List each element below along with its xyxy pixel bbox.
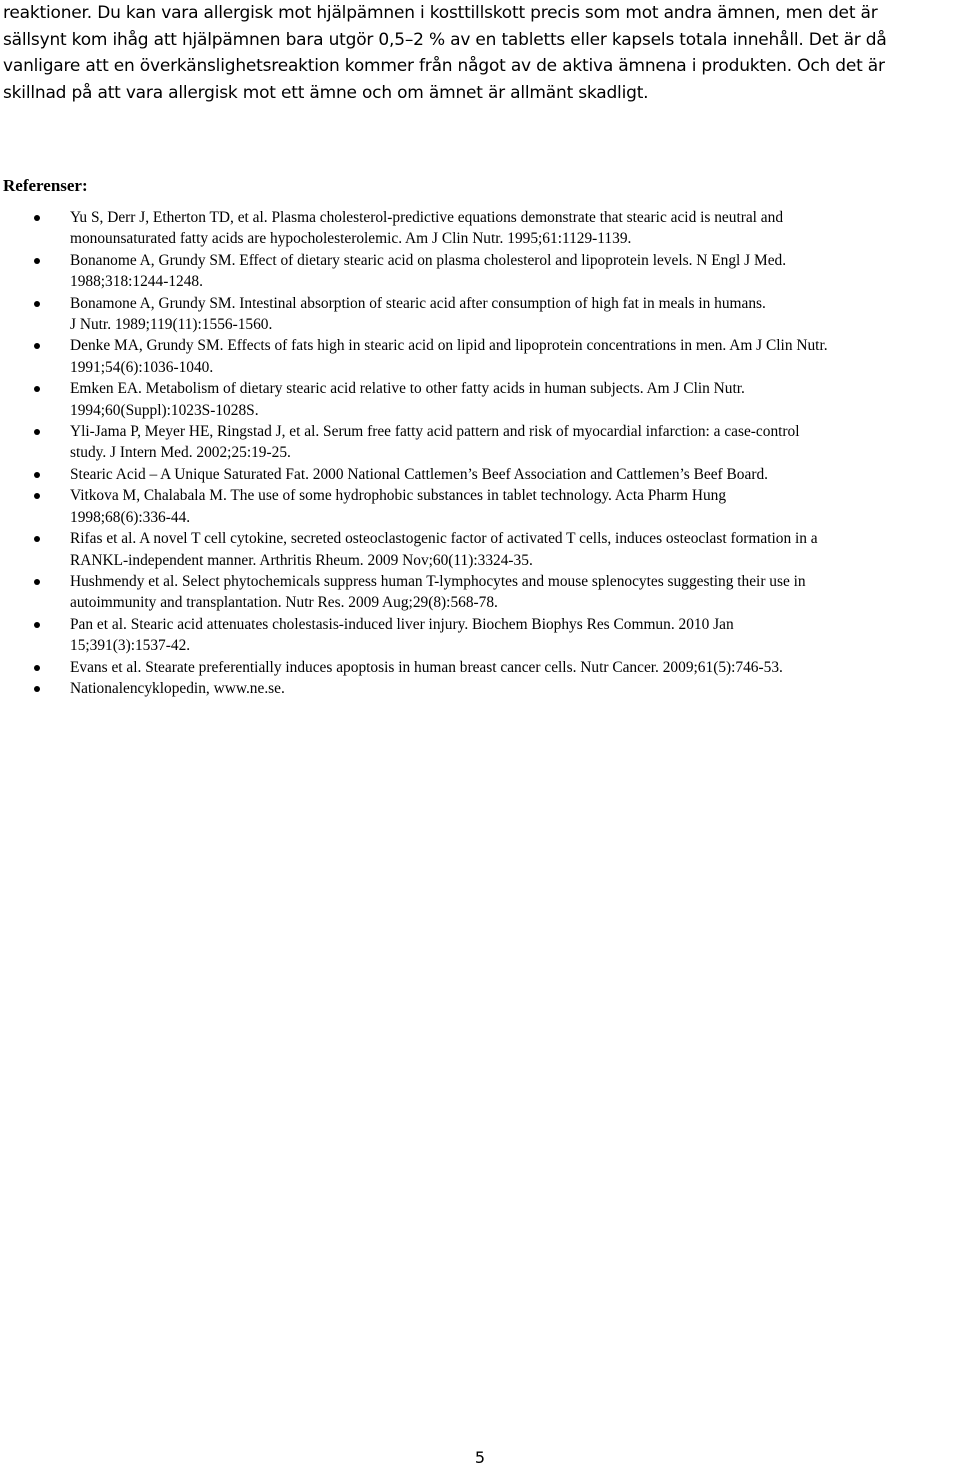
reference-line: Nationalencyklopedin, www.ne.se. bbox=[70, 679, 285, 697]
bullet-icon bbox=[34, 429, 40, 435]
reference-item bbox=[0, 678, 960, 699]
bullet-icon bbox=[34, 258, 40, 264]
reference-line: 1994;60(Suppl):1023S-1028S. bbox=[70, 401, 259, 419]
bullet-icon bbox=[34, 579, 40, 585]
bullet-icon bbox=[34, 472, 40, 478]
reference-line: Denke MA, Grundy SM. Effects of fats high in stearic acid on lipid and lipoprotein concentrations in men. Am J Clin Nutr. bbox=[70, 337, 828, 355]
bullet-icon bbox=[34, 343, 40, 349]
reference-line: Emken EA. Metabolism of dietary stearic acid relative to other fatty acids in human subjects. Am J Clin Nutr. bbox=[70, 380, 745, 398]
reference-line: J Nutr. 1989;119(11):1556-1560. bbox=[70, 316, 273, 334]
reference-item bbox=[0, 571, 960, 614]
intro-line: skillnad på att vara allergisk mot ett ämne och om ämnet är allmänt skadligt. bbox=[3, 82, 649, 103]
reference-line: Bonamone A, Grundy SM. Intestinal absorption of stearic acid after consumption of high fat in meals in humans. bbox=[70, 294, 766, 312]
reference-item bbox=[0, 335, 960, 378]
reference-item bbox=[0, 250, 960, 293]
reference-item bbox=[0, 485, 960, 528]
intro-line: reaktioner. Du kan vara allergisk mot hjälpämnen i kosttillskott precis som mot andra ämnen, men det är bbox=[3, 3, 878, 23]
reference-item bbox=[0, 293, 960, 336]
reference-item bbox=[0, 421, 960, 464]
reference-line: Hushmendy et al. Select phytochemicals suppress human T-lymphocytes and mouse splenocytes suggesting their use in bbox=[70, 572, 806, 590]
reference-line: Evans et al. Stearate preferentially induces apoptosis in human breast cancer cells. Nutr Cancer. 2009;61(5):746-53. bbox=[70, 658, 783, 676]
page-number: 5 bbox=[474, 1448, 486, 1467]
intro-line: sällsynt kom ihåg att hjälpämnen bara utgör 0,5–2 % av en tabletts eller kapsels totala innehåll. Det är då bbox=[3, 29, 887, 50]
reference-line: autoimmunity and transplantation. Nutr Res. 2009 Aug;29(8):568-78. bbox=[70, 594, 498, 612]
bullet-icon bbox=[34, 686, 40, 692]
intro-paragraph bbox=[3, 0, 958, 106]
reference-item bbox=[0, 378, 960, 421]
reference-item bbox=[0, 528, 960, 571]
reference-line: Stearic Acid – A Unique Saturated Fat. 2000 National Cattlemen’s Beef Association and Cattlemen’s Beef Board. bbox=[70, 465, 768, 483]
reference-line: 15;391(3):1537-42. bbox=[70, 637, 191, 655]
references-list bbox=[0, 207, 960, 699]
reference-line: RANKL-independent manner. Arthritis Rheum. 2009 Nov;60(11):3324-35. bbox=[70, 551, 533, 569]
bullet-icon bbox=[34, 536, 40, 542]
reference-line: Yu S, Derr J, Etherton TD, et al. Plasma cholesterol-predictive equations demonstrate that stearic acid is neutral and bbox=[70, 209, 784, 226]
reference-line: Bonanome A, Grundy SM. Effect of dietary stearic acid on plasma cholesterol and lipoprotein levels. N Engl J Med. bbox=[70, 251, 787, 269]
bullet-icon bbox=[34, 215, 40, 221]
reference-line: Pan et al. Stearic acid attenuates cholestasis-induced liver injury. Biochem Biophys Res Commun. 2010 Jan bbox=[70, 615, 734, 633]
reference-line: Yli-Jama P, Meyer HE, Ringstad J, et al. Serum free fatty acid pattern and risk of myocardial infarction: a case-control bbox=[70, 423, 800, 441]
reference-item bbox=[0, 464, 960, 485]
reference-line: monounsaturated fatty acids are hypocholesterolemic. Am J Clin Nutr. 1995;61:1129-1139. bbox=[70, 230, 632, 248]
reference-line: Vitkova M, Chalabala M. The use of some hydrophobic substances in tablet technology. Acta Pharm Hung bbox=[70, 487, 727, 505]
reference-item bbox=[0, 207, 960, 250]
bullet-icon bbox=[34, 493, 40, 499]
reference-item bbox=[0, 614, 960, 657]
reference-item bbox=[0, 657, 960, 678]
reference-line: 1988;318:1244-1248. bbox=[70, 273, 203, 291]
reference-line: Rifas et al. A novel T cell cytokine, secreted osteoclastogenic factor of activated T cells, induces osteoclast formation in a bbox=[70, 530, 818, 548]
bullet-icon bbox=[34, 301, 40, 307]
bullet-icon bbox=[34, 665, 40, 671]
intro-line: vanligare att en överkänslighetsreaktion kommer från något av de aktiva ämnena i produkten. Och det är bbox=[3, 56, 885, 76]
bullet-icon bbox=[34, 622, 40, 628]
reference-line: 1998;68(6):336-44. bbox=[70, 508, 191, 526]
bullet-icon bbox=[34, 386, 40, 392]
reference-line: study. J Intern Med. 2002;25:19-25. bbox=[70, 444, 291, 462]
reference-line: 1991;54(6):1036-1040. bbox=[70, 358, 214, 376]
references-heading: Referenser: bbox=[3, 176, 88, 195]
